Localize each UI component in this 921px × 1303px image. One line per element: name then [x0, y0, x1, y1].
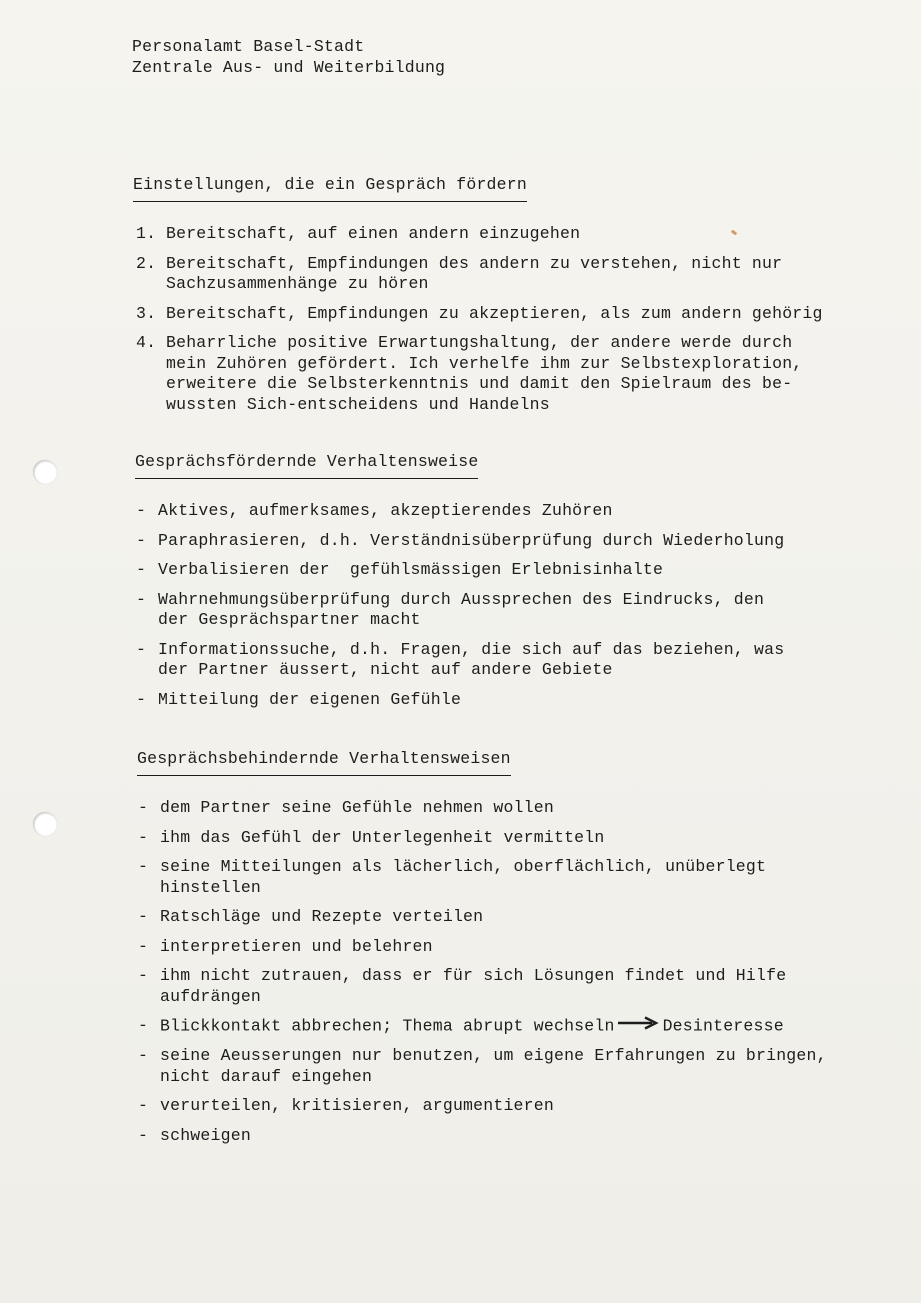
item-text: dem Partner seine Gefühle nehmen wollen: [160, 798, 554, 817]
item-number: 2.: [136, 253, 157, 273]
item-text: interpretieren und belehren: [160, 936, 433, 956]
item-text-after-arrow: Desinteresse: [662, 1016, 784, 1036]
list-item: [138, 798, 908, 819]
item-dash: -: [138, 1046, 149, 1066]
item-dash: -: [136, 530, 147, 550]
list-item: [136, 224, 916, 245]
section-title-hindering-behavior: Gesprächsbehindernde Verhaltensweisen: [137, 748, 511, 776]
list-item: [138, 966, 908, 1007]
item-text-before-arrow: Blickkontakt abbrechen; Thema abrupt wechseln: [160, 1016, 615, 1036]
list-item: [138, 1046, 908, 1087]
item-dash: -: [136, 639, 147, 659]
item-number: 1.: [136, 224, 157, 243]
item-text: ihm das Gefühl der Unterlegenheit vermitteln: [160, 827, 605, 847]
item-text: Mitteilung der eigenen Gefühle: [158, 689, 462, 709]
list-item: [138, 907, 908, 928]
list-item: [136, 501, 906, 522]
list-item: [136, 560, 906, 581]
item-text: ihm nicht zutrauen, dass er für sich Lösungen findet und Hilfe aufdrängen: [160, 966, 787, 1006]
section-title-promoting-behavior: Gesprächsfördernde Verhaltensweise: [135, 451, 478, 479]
item-text: Paraphrasieren, d.h. Verständnisüberprüfung durch Wiederholung: [158, 530, 785, 550]
item-text-with-arrow: [160, 1016, 908, 1037]
item-text: Informationssuche, d.h. Fragen, die sich auf das beziehen, was der Partner äussert, nicht auf andere Gebiete: [158, 639, 785, 679]
item-text: Bereitschaft, auf einen andern einzugehen: [166, 224, 581, 243]
item-number: 3.: [136, 303, 157, 323]
item-dash: -: [138, 827, 149, 847]
hindering-behavior-list: [138, 798, 908, 1155]
item-dash: -: [138, 1016, 149, 1035]
list-item: [136, 333, 916, 415]
document-header: [132, 36, 445, 78]
item-dash: -: [136, 589, 147, 609]
item-dash: -: [136, 689, 147, 709]
punch-hole: [33, 812, 57, 836]
item-dash: -: [138, 966, 149, 985]
list-item: [138, 1126, 908, 1147]
item-text: Bereitschaft, Empfindungen zu akzeptieren, als zum andern gehörig: [166, 303, 823, 323]
list-item: [136, 531, 906, 552]
item-dash: -: [136, 501, 147, 520]
right-arrow-icon: [617, 1016, 659, 1037]
list-item: [136, 690, 906, 711]
list-item: [136, 304, 916, 325]
item-dash: -: [136, 560, 147, 579]
item-dash: -: [138, 857, 149, 876]
list-item: [138, 857, 908, 898]
header-department: Zentrale Aus- und Weiterbildung: [132, 58, 446, 77]
item-text: Bereitschaft, Empfindungen des andern zu verstehen, nicht nur Sachzusammenhänge zu hören: [166, 253, 783, 293]
punch-hole: [33, 460, 57, 484]
promoting-behavior-list: [136, 501, 906, 719]
item-text: seine Aeusserungen nur benutzen, um eigene Erfahrungen zu bringen, nicht darauf eingehen: [160, 1046, 827, 1086]
item-text: Ratschläge und Rezepte verteilen: [160, 907, 484, 926]
section-title-attitudes: Einstellungen, die ein Gespräch fördern: [133, 174, 527, 202]
list-item: [138, 1096, 908, 1117]
item-text: seine Mitteilungen als lächerlich, oberflächlich, unüberlegt hinstellen: [160, 857, 767, 897]
attitudes-list: [136, 224, 916, 424]
item-text: verurteilen, kritisieren, argumentieren: [160, 1096, 554, 1116]
list-item: [138, 1016, 908, 1037]
item-dash: -: [138, 936, 149, 956]
header-organization: Personalamt Basel-Stadt: [132, 37, 365, 56]
list-item: [136, 254, 916, 295]
item-text: Wahrnehmungsüberprüfung durch Aussprechen des Eindrucks, den der Gesprächspartner macht: [158, 589, 765, 629]
list-item: [136, 590, 906, 631]
item-text: Verbalisieren der gefühlsmässigen Erlebnisinhalte: [158, 560, 664, 579]
list-item: [136, 640, 906, 681]
item-dash: -: [138, 798, 149, 817]
list-item: [138, 937, 908, 958]
item-text: Aktives, aufmerksames, akzeptierendes Zuhören: [158, 501, 613, 520]
item-text: schweigen: [160, 1125, 251, 1145]
item-dash: -: [138, 1125, 149, 1145]
item-dash: -: [138, 907, 149, 926]
item-number: 4.: [136, 333, 157, 352]
list-item: [138, 828, 908, 849]
item-text: Beharrliche positive Erwartungshaltung, der andere werde durch mein Zuhören gefördert. Ich verhelfe ihm zur Selbstexploration, erweitere die Selbsterkenntnis und damit den Spielraum des be- wussten Sich-entscheidens und Handelns: [166, 333, 803, 414]
item-dash: -: [138, 1096, 149, 1116]
